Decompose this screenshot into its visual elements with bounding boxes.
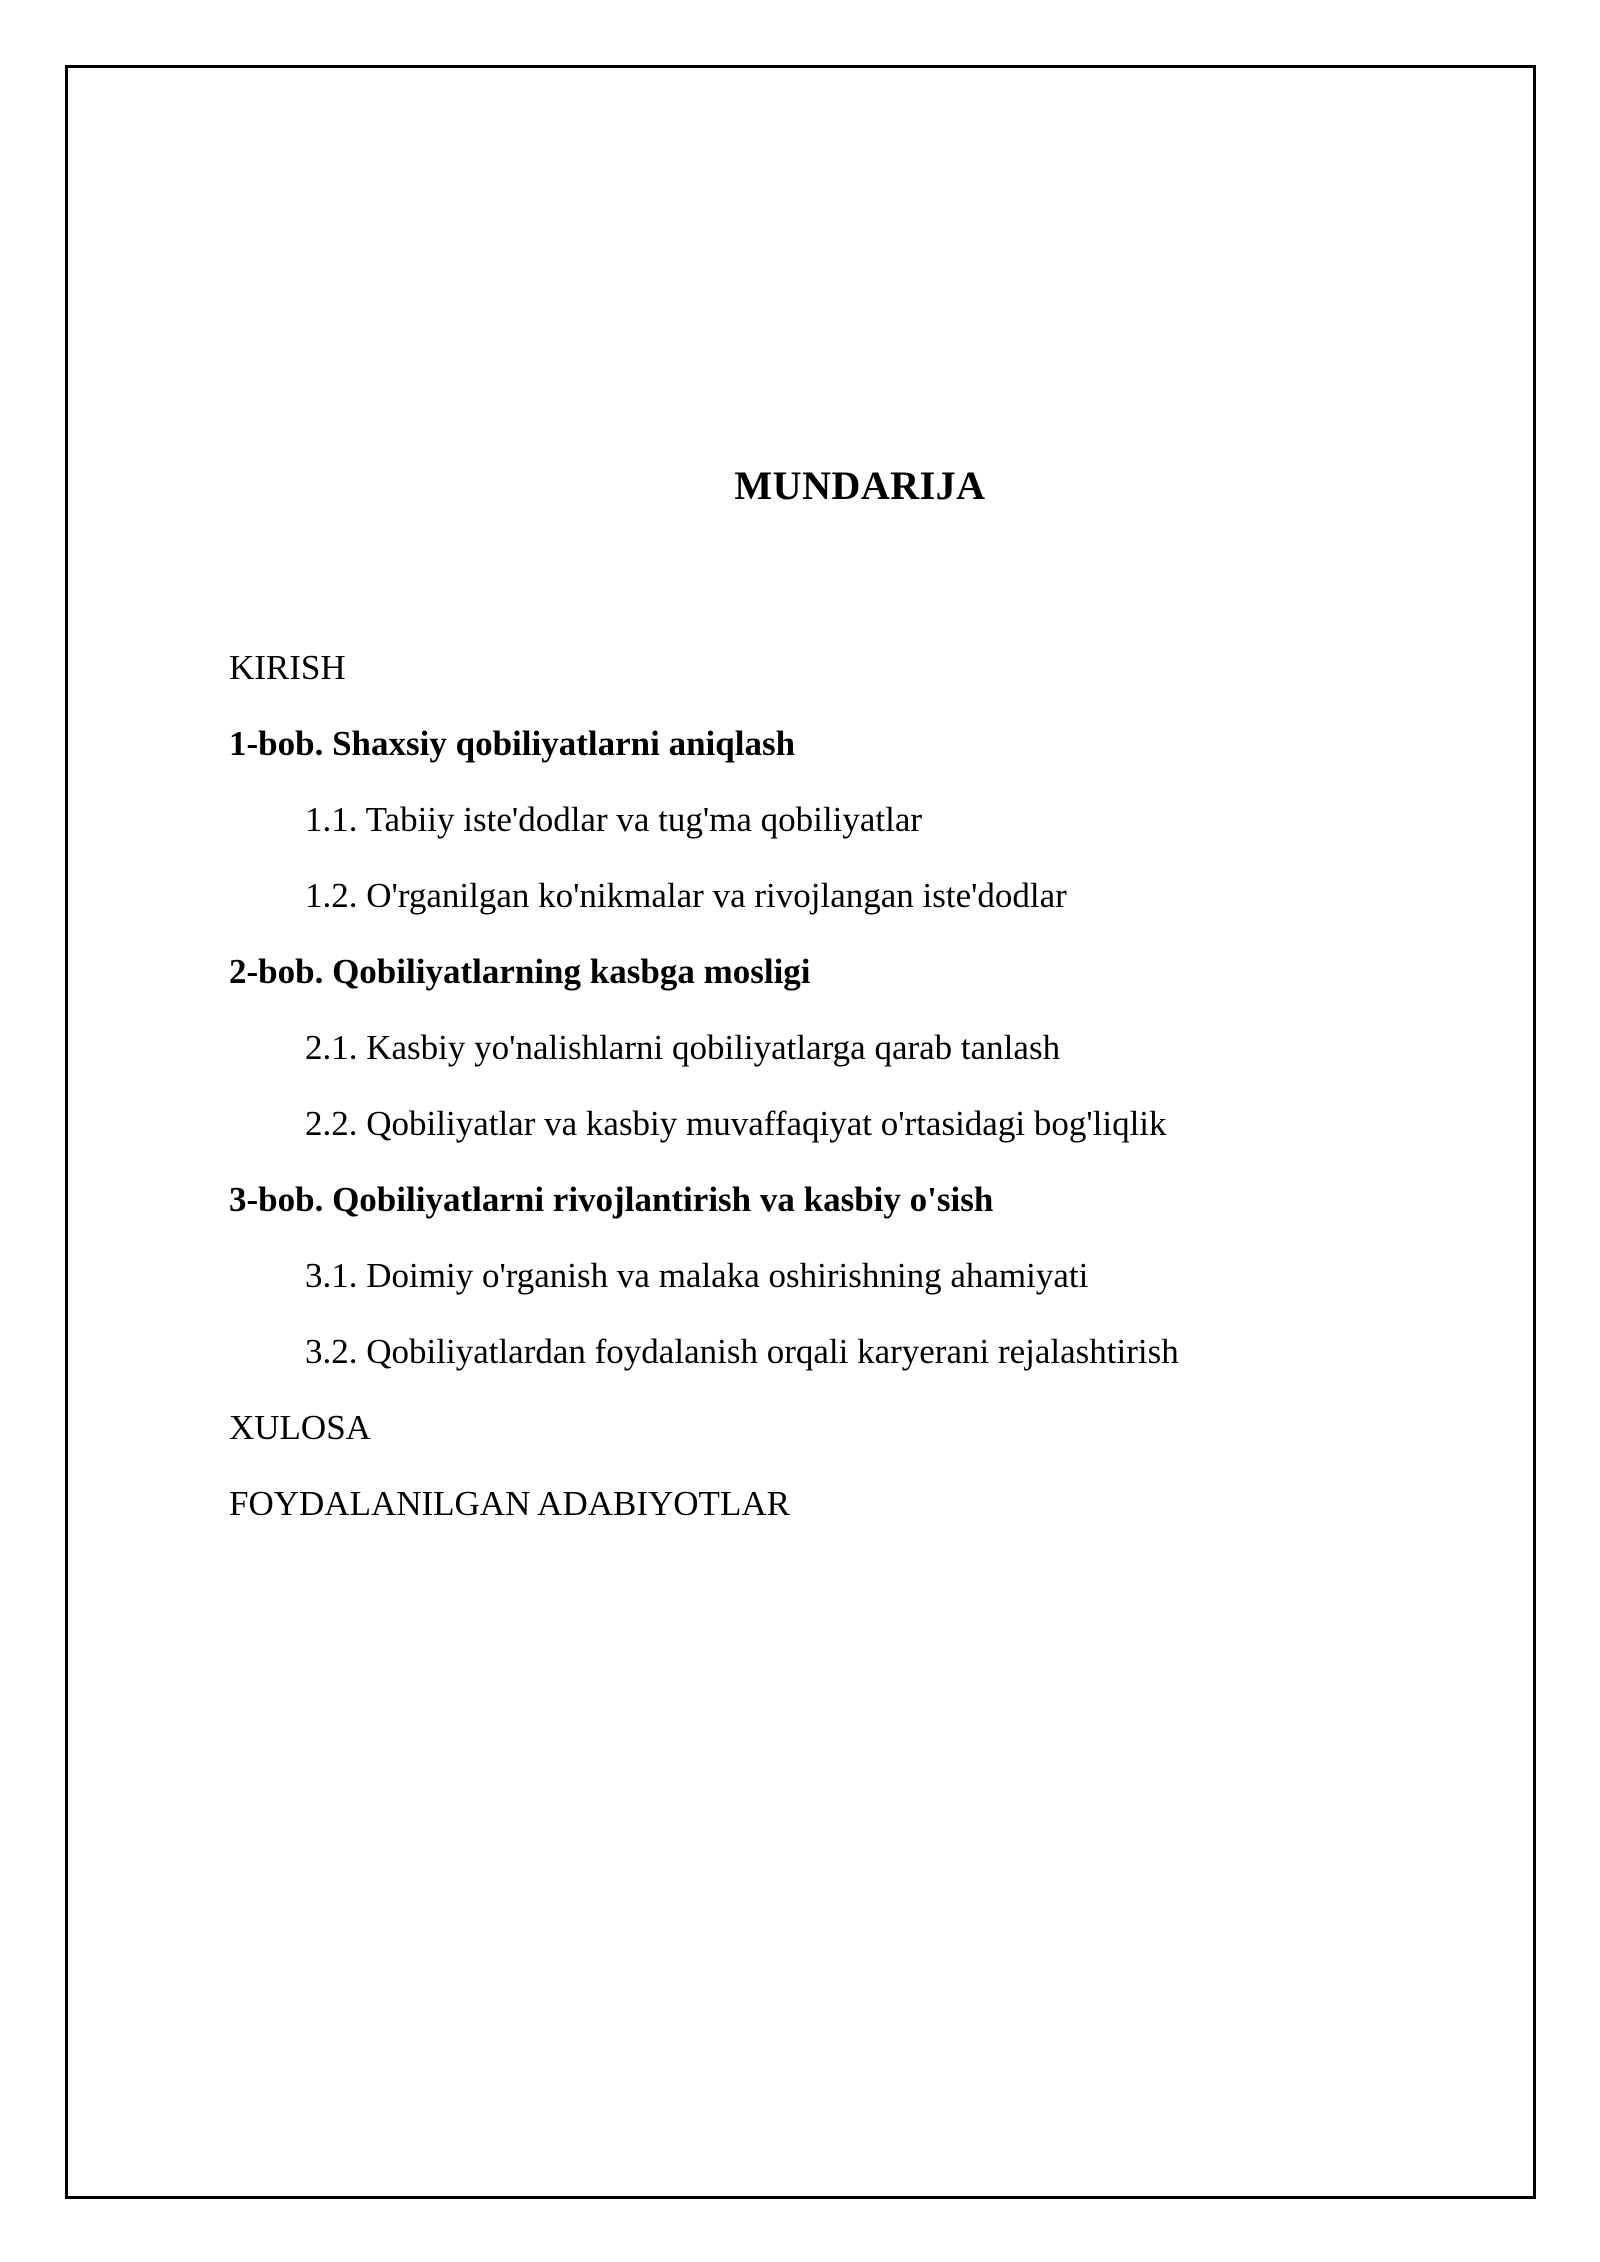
- toc-section-2-2: 2.2. Qobiliyatlar va kasbiy muvaffaqiyat o'rtasidagi bog'liqlik: [305, 1104, 1167, 1143]
- toc-section-1-2: 1.2. O'rganilgan ko'nikmalar va rivojlangan iste'dodlar: [305, 876, 1067, 915]
- toc-entry-references: FOYDALANILGAN ADABIYOTLAR: [229, 1484, 790, 1523]
- toc-chapter-3: 3-bob. Qobiliyatlarni rivojlantirish va kasbiy o'sish: [229, 1180, 994, 1219]
- toc-chapter-2: 2-bob. Qobiliyatlarning kasbga mosligi: [229, 952, 811, 991]
- table-of-contents: [229, 640, 1479, 1552]
- toc-section-3-2: 3.2. Qobiliyatlardan foydalanish orqali karyerani rejalashtirish: [305, 1332, 1179, 1371]
- toc-section-3-1: 3.1. Doimiy o'rganish va malaka oshirishning ahamiyati: [305, 1256, 1089, 1295]
- page-title: MUNDARIJA: [734, 463, 986, 508]
- toc-entry-introduction: KIRISH: [229, 648, 346, 687]
- toc-section-1-1: 1.1. Tabiiy iste'dodlar va tug'ma qobiliyatlar: [305, 800, 923, 839]
- toc-entry-conclusion: XULOSA: [229, 1408, 371, 1447]
- toc-section-2-1: 2.1. Kasbiy yo'nalishlarni qobiliyatlarga qarab tanlash: [305, 1028, 1061, 1067]
- toc-chapter-1: 1-bob. Shaxsiy qobiliyatlarni aniqlash: [229, 724, 796, 763]
